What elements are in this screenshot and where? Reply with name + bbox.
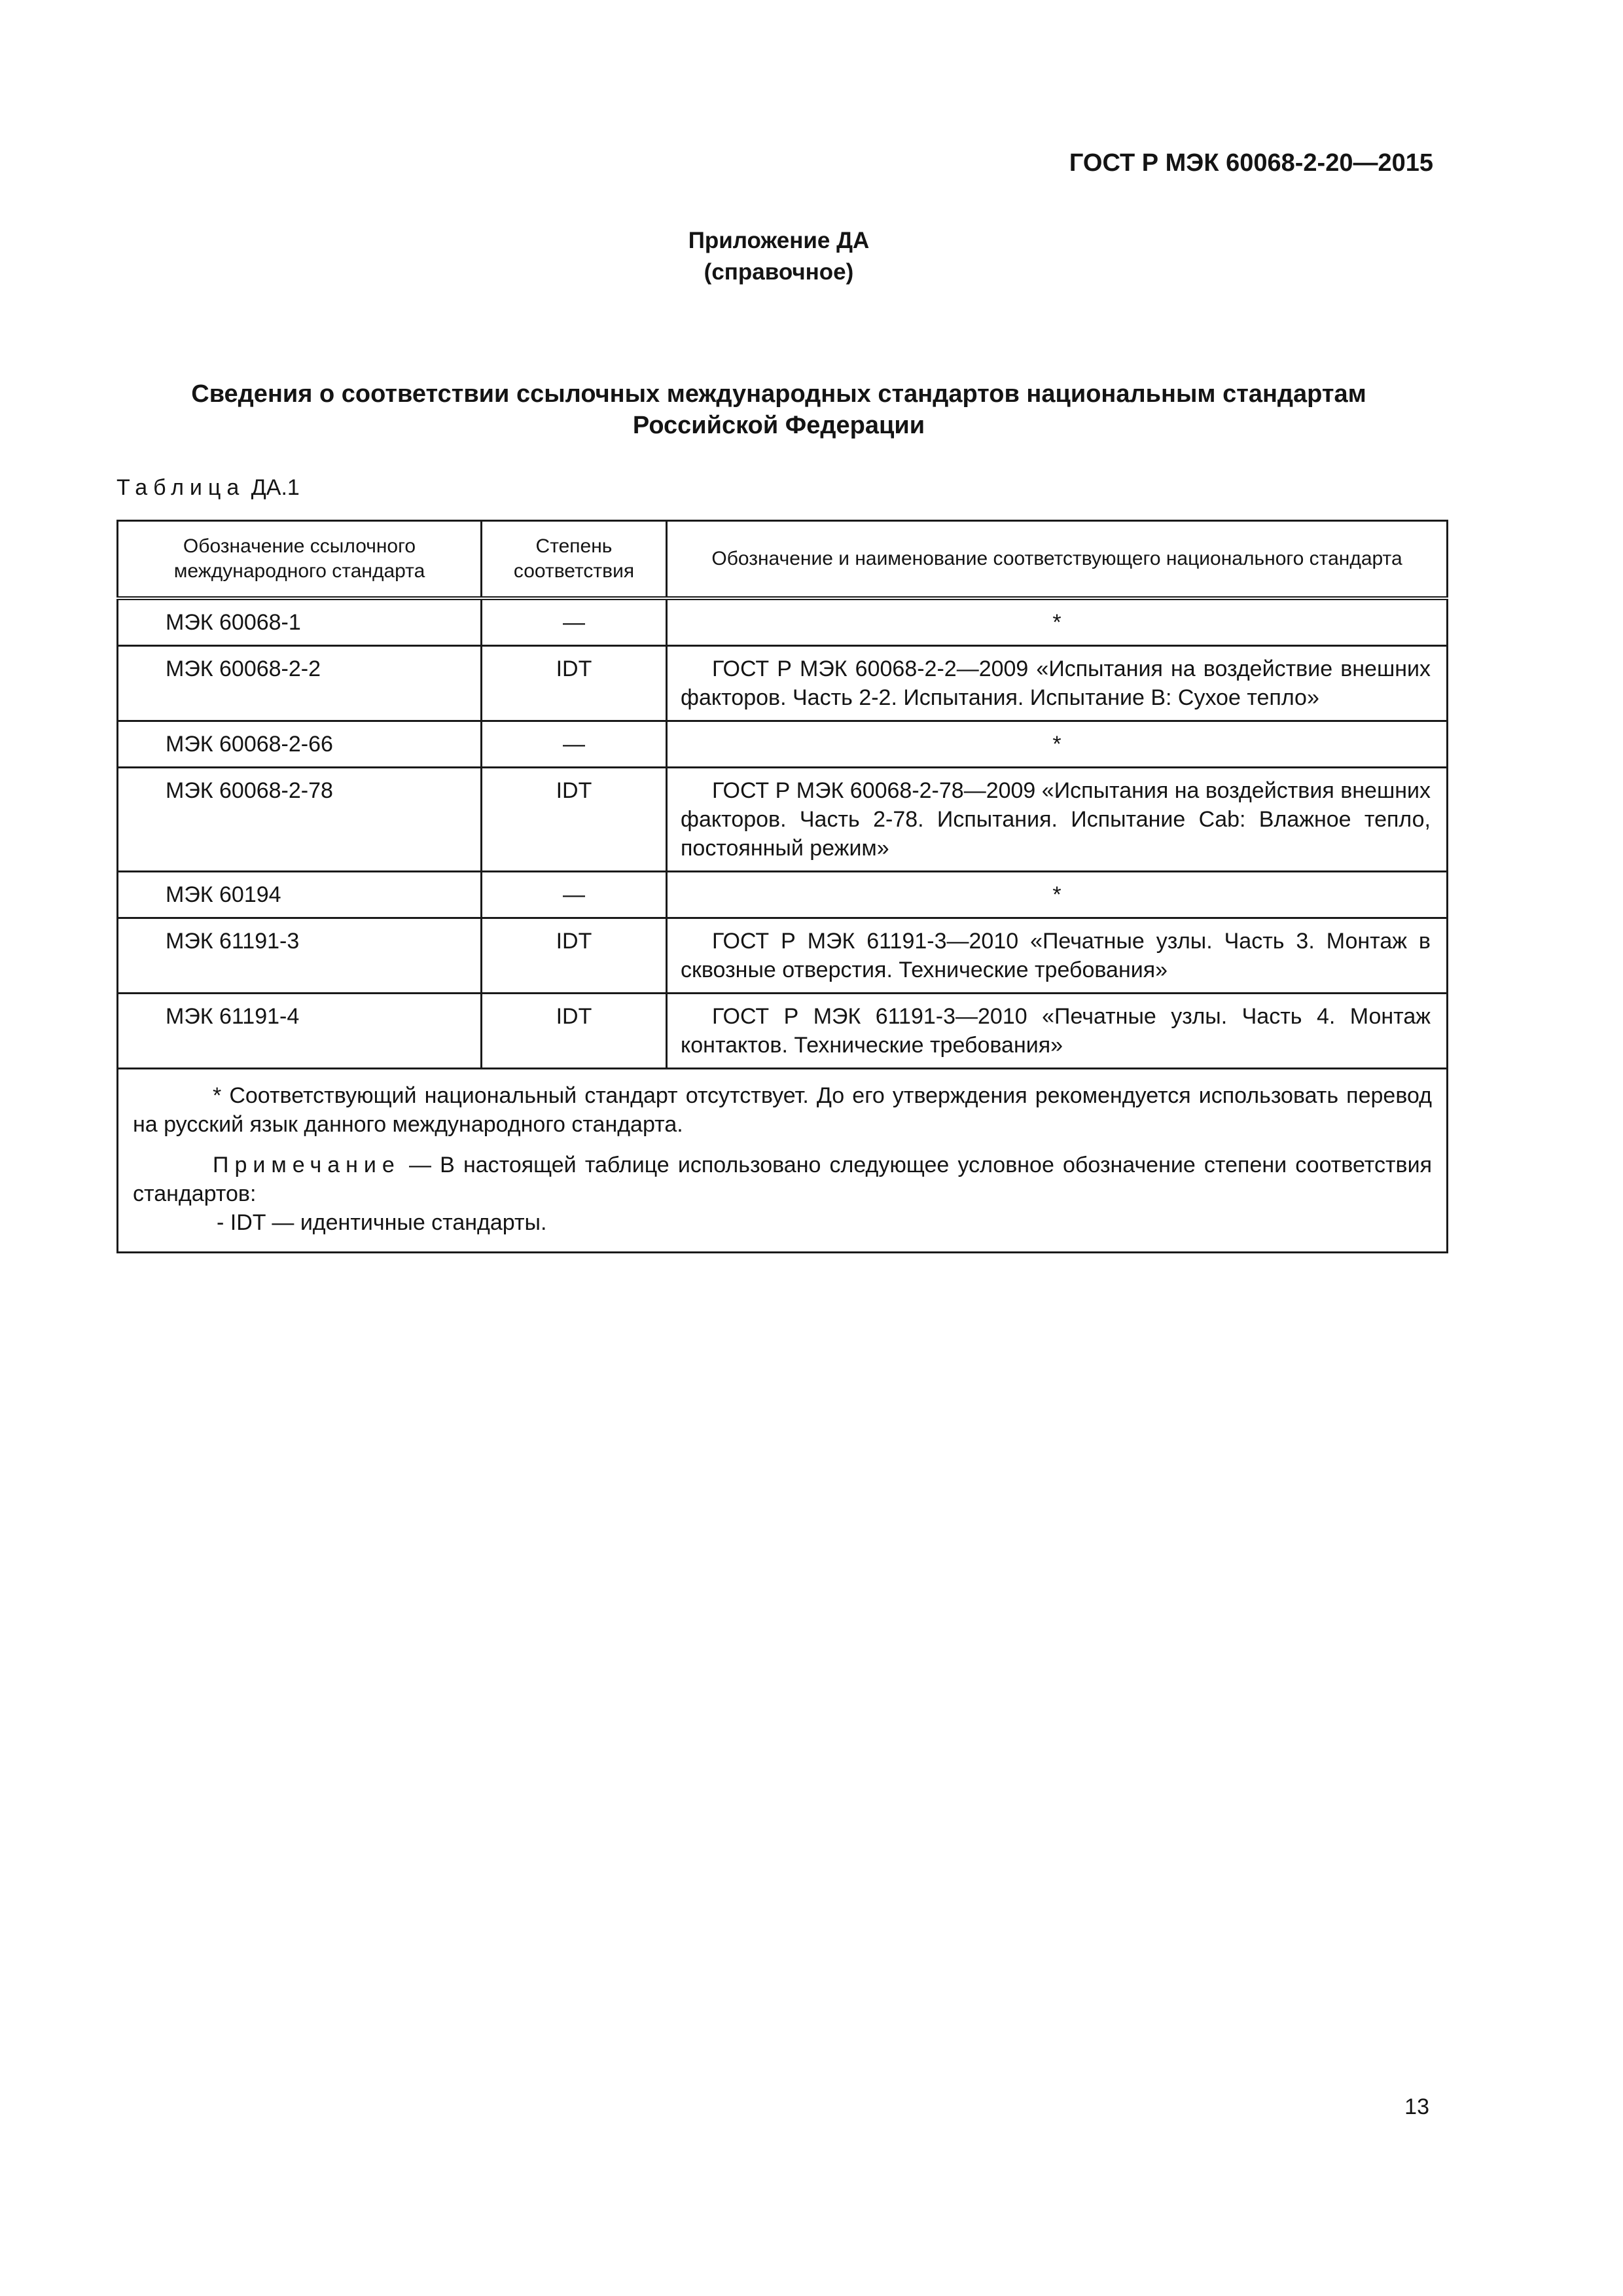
section-title-line-1: Сведения о соответствии ссылочных международных стандартов национальным стандартам	[191, 380, 1366, 408]
cell-ref: МЭК 61191-4	[118, 994, 482, 1069]
cell-degree: —	[482, 872, 667, 918]
cell-national-text: ГОСТ Р МЭК 61191-3—2010 «Печатные узлы. Часть 3. Монтаж в сквозные отверстия. Технические требования»	[681, 929, 1431, 982]
cell-national: *	[667, 598, 1448, 646]
section-title-line-2: Российской Федерации	[632, 412, 925, 439]
cell-ref: МЭК 60068-2-78	[118, 768, 482, 872]
cell-national: *	[667, 872, 1448, 918]
cell-ref: МЭК 60194	[118, 872, 482, 918]
cell-national	[667, 994, 1448, 1069]
note-text: — В настоящей таблице использовано следующее условное обозначение степени соответствия стандартов:	[133, 1153, 1432, 1206]
table-caption-number: ДА.1	[245, 475, 300, 500]
cell-degree: IDT	[482, 646, 667, 721]
cell-degree: —	[482, 721, 667, 768]
cell-ref: МЭК 60068-1	[118, 598, 482, 646]
cell-national	[667, 646, 1448, 721]
page-number: 13	[1404, 2094, 1429, 2119]
standards-table	[116, 520, 1448, 1253]
cell-national-text: ГОСТ Р МЭК 60068-2-78—2009 «Испытания на воздействия внешних факторов. Часть 2-78. Испытания. Испытание Cab: Влажное тепло, постоянный режим»	[681, 778, 1431, 861]
header-degree: Степень соответствия	[482, 521, 667, 599]
table-caption	[116, 475, 300, 501]
appendix-title: Приложение ДА	[688, 228, 870, 253]
header-ref-standard: Обозначение ссылочного международного стандарта	[118, 521, 482, 599]
cell-degree: —	[482, 598, 667, 646]
cell-ref: МЭК 60068-2-2	[118, 646, 482, 721]
cell-ref: МЭК 61191-3	[118, 918, 482, 994]
table-header-row	[118, 521, 1448, 599]
cell-national: *	[667, 721, 1448, 768]
table-footer-row	[118, 1069, 1448, 1253]
note-label: Примечание	[213, 1153, 401, 1177]
table-caption-word: Таблица	[116, 475, 245, 500]
cell-degree: IDT	[482, 768, 667, 872]
header-national-standard: Обозначение и наименование соответствующего национального стандарта	[667, 521, 1448, 599]
table-footnote-cell	[118, 1069, 1448, 1253]
note-item: - IDT — идентичные стандарты.	[217, 1210, 547, 1235]
cell-national	[667, 918, 1448, 994]
table-footnote: * Соответствующий национальный стандарт отсутствует. До его утверждения рекомендуется использовать перевод на русский язык данного международного стандарта.	[133, 1083, 1432, 1137]
table-row	[118, 918, 1448, 994]
table-row	[118, 598, 1448, 646]
table-row	[118, 646, 1448, 721]
appendix-kind: (справочное)	[704, 259, 854, 285]
cell-ref: МЭК 60068-2-66	[118, 721, 482, 768]
cell-national-text: ГОСТ Р МЭК 61191-3—2010 «Печатные узлы. Часть 4. Монтаж контактов. Технические требования»	[681, 1004, 1431, 1058]
table-row	[118, 994, 1448, 1069]
cell-degree: IDT	[482, 994, 667, 1069]
cell-national-text: ГОСТ Р МЭК 60068-2-2—2009 «Испытания на воздействие внешних факторов. Часть 2-2. Испытания. Испытание В: Сухое тепло»	[681, 656, 1431, 710]
section-title	[105, 378, 1453, 441]
table-note	[133, 1151, 1432, 1208]
cell-degree: IDT	[482, 918, 667, 994]
table-row	[118, 872, 1448, 918]
table-row	[118, 721, 1448, 768]
table-row	[118, 768, 1448, 872]
document-code: ГОСТ Р МЭК 60068-2-20—2015	[1069, 149, 1433, 177]
cell-national	[667, 768, 1448, 872]
